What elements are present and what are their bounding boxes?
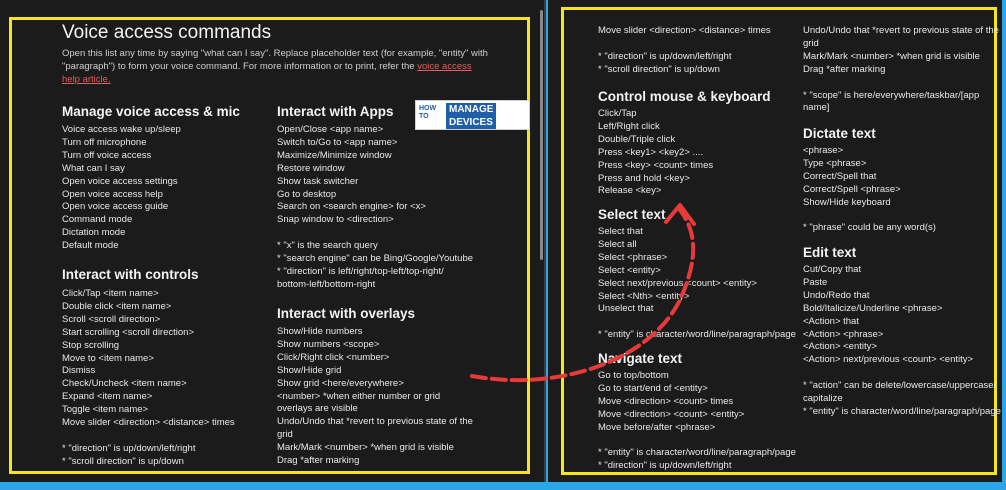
list-item: Select <Nth> <entity> [598, 290, 690, 302]
list-item: Go to start/end of <entity> [598, 382, 708, 394]
list-item: * "scroll direction" is up/down [62, 455, 184, 467]
list-item: Open voice access guide [62, 201, 169, 213]
list-item: Select that [598, 226, 643, 237]
list-item: Drag *after marking [277, 455, 360, 467]
list-item: What can I say [62, 162, 125, 174]
list-item: <number> *when either number or grid [277, 390, 441, 402]
list-item: Stop scrolling [62, 339, 120, 351]
list-item: Correct/Spell that [803, 170, 877, 182]
list-item: Show grid <here/everywhere> [277, 377, 404, 389]
list-item: Bold/Italicize/Underline <phrase> [803, 302, 943, 314]
list-item: * "phrase" could be any word(s) [803, 222, 936, 234]
list-item: Turn off microphone [62, 136, 147, 148]
list-item: Undo/Undo that *revert to previous state of the [277, 416, 473, 428]
list-item: Move before/after <phrase> [598, 421, 716, 433]
list-item: Show/Hide grid [277, 364, 342, 376]
logo-word-manage: MANAGE [446, 103, 496, 116]
list-item: Move slider <direction> <distance> times [62, 417, 235, 429]
list-item: Select <entity> [598, 264, 661, 276]
list-item: Show/Hide numbers [277, 326, 363, 337]
list-item: Dismiss [62, 365, 96, 377]
list-item: Dictation mode [62, 227, 126, 239]
list-item: Click/Right click <number> [277, 351, 390, 363]
arrow-head-icon [666, 205, 694, 224]
list-item: Voice access wake up/sleep [62, 124, 181, 135]
list-item: Scroll <scroll direction> [62, 313, 161, 325]
section-heading-overlays: Interact with overlays [277, 306, 416, 321]
list-item: Left/Right click [598, 120, 660, 132]
list-item: Mark/Mark <number> *when grid is visible [277, 442, 454, 454]
list-item: * "direction" is left/right/top-left/top-right/ [277, 265, 444, 277]
list-item: Check/Uncheck <item name> [62, 378, 187, 390]
list-item: Switch to/Go to <app name> [277, 136, 398, 148]
list-item: Drag *after marking [803, 63, 886, 75]
list-item: Click/Tap [598, 108, 637, 119]
list-item: * "entity" is character/word/line/paragraph/page [598, 447, 796, 459]
intro-text-body: Open this list any time by saying "what can I say". Replace placeholder text (for example, "entity" with "paragraph") to form your voice command. For more information or to print, refer the [62, 48, 488, 72]
list-item: <Action> <phrase> [803, 328, 884, 340]
list-item: * "direction" is up/down/left/right [598, 460, 732, 472]
list-item: Go to top/bottom [598, 370, 669, 381]
list-item: <Action> <entity> [803, 341, 877, 353]
list-item: * "search engine" can be Bing/Google/Youtube [277, 253, 474, 265]
list-item: Unselect that [598, 303, 654, 315]
list-item: Move <direction> <count> <entity> [598, 408, 745, 420]
list-item: Double/Triple click [598, 133, 676, 145]
logo-small-text: HOW TO [419, 105, 437, 120]
list-item: Start scrolling <scroll direction> [62, 326, 194, 338]
list-item: Correct/Spell <phrase> [803, 183, 901, 195]
list-item: Mark/Mark <number> *when grid is visible [803, 50, 980, 62]
list-item: Move slider <direction> <distance> times [598, 25, 771, 36]
list-item: * "entity" is character/word/line/paragraph/page [803, 405, 1001, 417]
list-item: bottom-left/bottom-right [277, 278, 376, 290]
list-item: name] [803, 102, 830, 114]
list-item: Move to <item name> [62, 352, 154, 364]
list-item: * "entity" is character/word/line/paragraph/page [598, 329, 796, 341]
list-item: Open/Close <app name> [277, 124, 384, 135]
list-item: <Action> that [803, 315, 859, 327]
list-item: Select next/previous <count> <entity> [598, 277, 757, 289]
list-item: * "action" can be delete/lowercase/uppercase/ [803, 380, 997, 392]
voice-access-help-link[interactable]: voice access help article. [62, 61, 472, 85]
section-heading-apps: Interact with Apps [277, 104, 394, 119]
list-item: * "direction" is up/down/left/right [598, 50, 732, 62]
list-item: Show numbers <scope> [277, 338, 380, 350]
list-item: Expand <item name> [62, 391, 153, 403]
list-item: Go to desktop [277, 188, 337, 200]
list-item: Cut/Copy that [803, 264, 862, 275]
list-item: * "x" is the search query [277, 240, 378, 252]
list-item: Release <key> [598, 185, 662, 197]
section-heading-select: Select text [598, 207, 666, 222]
list-item: Show task switcher [277, 175, 359, 187]
list-item: Press and hold <key> [598, 172, 690, 184]
list-item: Command mode [62, 214, 133, 226]
list-item: Press <key> <count> times [598, 159, 714, 171]
list-item: Open voice access settings [62, 175, 178, 187]
list-item: overlays are visible [277, 403, 358, 415]
list-item: Undo/Redo that [803, 289, 870, 301]
list-item: <phrase> [803, 145, 844, 156]
list-item: Type <phrase> [803, 157, 867, 169]
list-item: * "scroll direction" is up/down [598, 63, 720, 75]
list-item: capitalize [803, 393, 843, 405]
page-title: Voice access commands [62, 22, 272, 43]
list-item: Snap window to <direction> [277, 214, 394, 226]
logo-word-devices: DEVICES [446, 116, 496, 129]
list-item: Show/Hide keyboard [803, 196, 891, 208]
list-item: Undo/Undo that *revert to previous state of the [803, 25, 999, 36]
section-heading-edit: Edit text [803, 245, 857, 260]
list-item: Click/Tap <item name> [62, 288, 159, 299]
list-item: Select <phrase> [598, 251, 668, 263]
list-item: Turn off voice access [62, 149, 152, 161]
arrow-curve [472, 210, 693, 380]
list-item: grid [803, 37, 819, 49]
list-item: Default mode [62, 240, 119, 252]
section-heading-controls: Interact with controls [62, 267, 199, 282]
list-item: Press <key1> <key2> .... [598, 146, 704, 158]
section-heading-navigate: Navigate text [598, 351, 683, 366]
list-item: Toggle <item name> [62, 404, 149, 416]
list-item: * "scope" is here/everywhere/taskbar/[app [803, 89, 980, 101]
list-item: Maximize/Minimize window [277, 149, 392, 161]
list-item: * "direction" is up/down/left/right [62, 442, 196, 454]
list-item: Double click <item name> [62, 300, 172, 312]
list-item: Search on <search engine> for <x> [277, 201, 426, 213]
list-item: Restore window [277, 162, 345, 174]
list-item: grid [277, 429, 293, 441]
section-heading-dictate: Dictate text [803, 126, 876, 141]
section-heading-mouse: Control mouse & keyboard [598, 89, 771, 104]
section-heading-manage: Manage voice access & mic [62, 104, 240, 119]
list-item: Paste [803, 276, 828, 288]
list-item: Select all [598, 238, 637, 250]
list-item: Open voice access help [62, 188, 163, 200]
list-item: Move <direction> <count> times [598, 395, 734, 407]
list-item: <Action> next/previous <count> <entity> [803, 354, 974, 366]
